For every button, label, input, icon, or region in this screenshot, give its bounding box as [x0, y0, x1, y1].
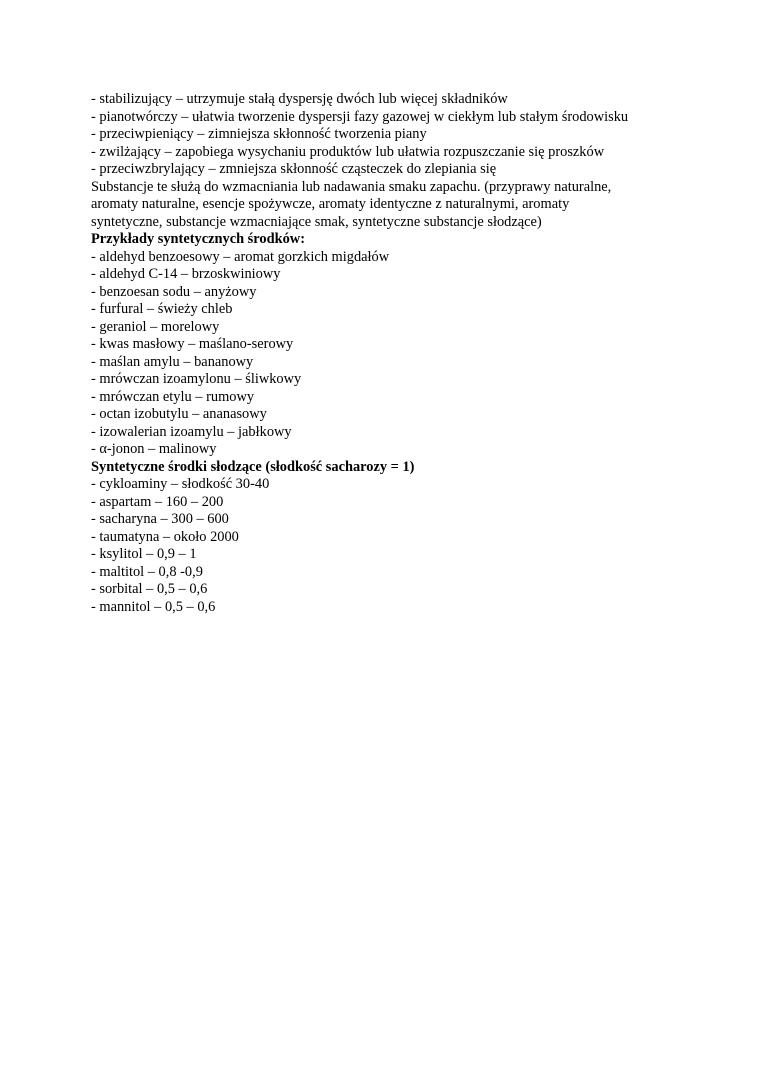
- list-item: - aldehyd C-14 – brzoskwiniowy: [91, 266, 281, 282]
- list-item: - mrówczan etylu – rumowy: [91, 388, 255, 405]
- paragraph-line: syntetyczne, substancje wzmacniające smak, syntetyczne substancje słodzące): [91, 213, 542, 230]
- list-item: - mrówczan izoamylonu – śliwkowy: [91, 371, 302, 387]
- list-item: - zwilżający – zapobiega wysychaniu produktów lub ułatwia rozpuszczanie się proszków: [91, 143, 605, 160]
- paragraph-line: Substancje te służą do wzmacniania lub nadawania smaku zapachu. (przyprawy naturalne,: [91, 178, 612, 195]
- list-item: - furfural – świeży chleb: [91, 301, 233, 317]
- list-item: - geraniol – morelowy: [91, 318, 220, 335]
- list-item: - taumatyna – około 2000: [91, 528, 239, 545]
- sweeteners-list: [91, 476, 701, 616]
- document-body: [91, 91, 701, 616]
- list-item: - benzoesan sodu – anyżowy: [91, 283, 257, 300]
- flavour-paragraph: [91, 179, 691, 232]
- synthetic-heading: Przykłady syntetycznych środków:: [91, 231, 305, 247]
- list-item: - stabilizujący – utrzymuje stałą dyspersję dwóch lub więcej składników: [91, 91, 508, 107]
- functions-list: [91, 91, 701, 179]
- synthetic-list: [91, 249, 701, 459]
- list-item: - mannitol – 0,5 – 0,6: [91, 598, 216, 615]
- list-item: - aspartam – 160 – 200: [91, 493, 224, 510]
- list-item: - aldehyd benzoesowy – aromat gorzkich migdałów: [91, 248, 390, 265]
- list-item: - pianotwórczy – ułatwia tworzenie dyspersji fazy gazowej w ciekłym lub stałym środowisku: [91, 108, 629, 125]
- list-item: - przeciwpieniący – zimniejsza skłonność tworzenia piany: [91, 126, 427, 142]
- list-item: - sacharyna – 300 – 600: [91, 511, 229, 527]
- paragraph-line: aromaty naturalne, esencje spożywcze, aromaty identyczne z naturalnymi, aromaty: [91, 196, 570, 212]
- list-item: - sorbital – 0,5 – 0,6: [91, 581, 208, 597]
- list-item: - maltitol – 0,8 -0,9: [91, 563, 203, 580]
- list-item: - α-jonon – malinowy: [91, 441, 217, 457]
- list-item: - kwas masłowy – maślano-serowy: [91, 336, 294, 352]
- list-item: - maślan amylu – bananowy: [91, 353, 254, 370]
- list-item: - izowalerian izoamylu – jabłkowy: [91, 423, 292, 440]
- list-item: - cykloaminy – słodkość 30-40: [91, 476, 270, 492]
- list-item: - przeciwzbrylający – zmniejsza skłonność cząsteczek do zlepiania się: [91, 161, 497, 177]
- sweeteners-heading: Syntetyczne środki słodzące (słodkość sacharozy = 1): [91, 458, 415, 475]
- list-item: - ksylitol – 0,9 – 1: [91, 546, 197, 562]
- list-item: - octan izobutylu – ananasowy: [91, 406, 267, 422]
